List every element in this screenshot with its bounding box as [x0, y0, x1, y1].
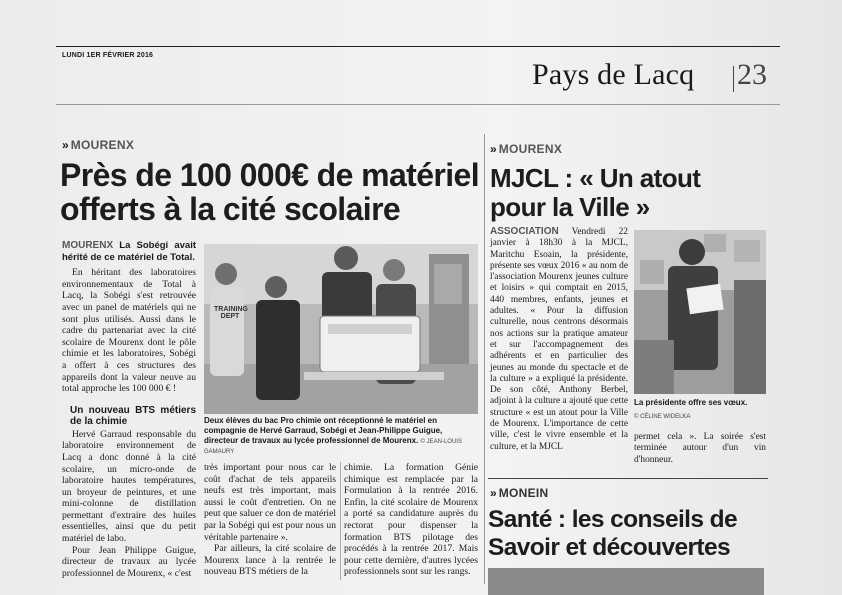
mjcl-headline-line1: MJCL : « Un atout	[490, 163, 701, 193]
monein-rule	[488, 478, 768, 479]
mjcl-photo-credit: © CÉLINE WIDELKA	[634, 414, 691, 420]
mjcl-headline-line2: pour la Ville »	[490, 192, 650, 222]
main-lead-place: MOURENX	[62, 240, 114, 251]
main-column-3	[344, 462, 478, 578]
main-headline	[60, 158, 480, 226]
mjcl-lead-place: ASSOCIATION	[490, 226, 559, 237]
double-chevron-icon: »	[62, 138, 67, 152]
issue-date: LUNDI 1ER FÉVRIER 2016	[62, 52, 154, 59]
main-column-2	[204, 462, 336, 578]
monein-headline-line2: Savoir et découvertes	[488, 534, 731, 561]
main-headline-line2: offerts à la cité scolaire	[60, 191, 401, 227]
main-subhead: Un nouveau BTS métiers de la chimie	[70, 404, 196, 427]
lab-photo-illustration	[204, 244, 478, 414]
main-paragraph: En héritant des laboratoires environnementaux de Total à Lacq, la Sobégi s'est retrouvée avec un panel de matériels qui ne sont plus utilisés. Aussi dans le cadre du partenariat avec la cité scolaire de Mourenx dont le pôle chimie et les laboratoires, Sobégi a offert à ces structures des appareils dont la valeur neuve au total approche les 100 000 € !	[62, 267, 196, 395]
header-rule	[56, 104, 780, 105]
mjcl-photo	[634, 230, 766, 394]
mjcl-body: Vendredi 22 janvier à 18h30 à la MJCL, Maritchu Esoain, la présidente, présente ses vœux 2016 « au nom de l'association Mourenx jeunes culture et loisirs » qui comptait en 2015, 440 membres, enfants, jeunes et adultes. « Pour la diffusion culturelle, nous centrons désormais nos actions sur la pratique amateur et sur l'accompagnement des adhérents et en particulier des jeunes au monde du spectacle et de la culture » a expliqué la présidente. De son côté, Anthony Berbel, adjoint à la culture a ajouté que cette structure « est un atout pour la Ville de Mourenx. L'importance de cette ville, c'est le vivre ensemble et la culture, et la MJCL	[490, 227, 628, 452]
section-separator	[733, 66, 734, 92]
mjcl-body-end: permet cela ». La soirée s'est terminée autour d'un vin d'honneur.	[634, 432, 766, 465]
column-divider	[340, 462, 341, 580]
main-photo-credit: © JEAN-LOUIS GAMAURY	[204, 439, 462, 455]
main-paragraph: très important pour nous car le coût d'achat de tels appareils neufs est très important, mais aussi le coût d'entretien. On ne peut que saluer ce don de matériel par la Sobégi qui est pour nous un véritable partenaire ».	[204, 462, 336, 543]
section-title: Pays de Lacq	[532, 58, 695, 91]
main-lead-text: La Sobégi avait hérité de ce matériel de Total.	[62, 240, 196, 263]
main-headline-line1: Près de 100 000€ de matériel	[60, 157, 480, 193]
main-paragraph: Par ailleurs, la cité scolaire de Mourenx lance à la rentrée le nouveau BTS métiers de la	[204, 543, 336, 578]
main-paragraph: Hervé Garraud responsable du laboratoire environnement de Lacq a donc donné à la cité scolaire, un micro-onde de laboratoire hautes températures, un broyeur de peintures, et une mini-colonne de distillation permettant d'extraire des huiles essentielles, ainsi que du petit matériel de labo.	[62, 428, 196, 545]
sweatshirt-text: TRAINING DEPT	[214, 306, 248, 320]
article-divider	[484, 134, 485, 584]
monein-photo	[488, 568, 764, 595]
main-kicker-label: MOURENX	[70, 138, 135, 152]
top-rule	[56, 46, 780, 47]
mjcl-kicker-label: MOURENX	[498, 142, 563, 156]
page-number: 23	[737, 58, 767, 91]
main-lead	[62, 240, 196, 263]
main-paragraph: chimie. La formation Génie chimique est remplacée par la Formulation à la rentrée 2016. Enfin, la cité scolaire de Mourenx a porté sa candidature auprès du rectorat pour dispenser la formation BTS pilotage des procédés à la rentrée 2017. Mais pour cette dernière, d'autres lycées professionnels sont sur les rangs.	[344, 462, 478, 578]
double-chevron-icon: »	[490, 142, 495, 156]
monein-headline-line1: Santé : les conseils de	[488, 506, 738, 533]
double-chevron-icon: »	[490, 486, 495, 500]
main-photo	[204, 244, 478, 414]
mjcl-caption: La présidente offre ses vœux.	[634, 398, 748, 407]
monein-kicker-label: MONEIN	[498, 486, 549, 500]
mjcl-kicker	[490, 142, 562, 156]
main-kicker	[62, 138, 134, 152]
monein-kicker	[490, 486, 549, 500]
mjcl-column-2	[634, 432, 766, 466]
main-column-1	[62, 240, 196, 579]
mjcl-column-1	[490, 226, 628, 453]
main-paragraph: Pour Jean Philippe Guigue, directeur de travaux au lycée professionnel de Mourenx, « c'est	[62, 544, 196, 579]
monein-headline	[488, 506, 778, 562]
main-caption-text: Deux élèves du bac Pro chimie ont réceptionné le matériel en compagnie de Hervé Garraud, Sobégi et Jean-Philippe Guigue, directeur de travaux au lycée professionnel de Mourenx.	[204, 416, 443, 445]
main-caption	[204, 416, 478, 456]
mjcl-headline	[490, 164, 780, 222]
president-photo-illustration	[634, 230, 766, 394]
